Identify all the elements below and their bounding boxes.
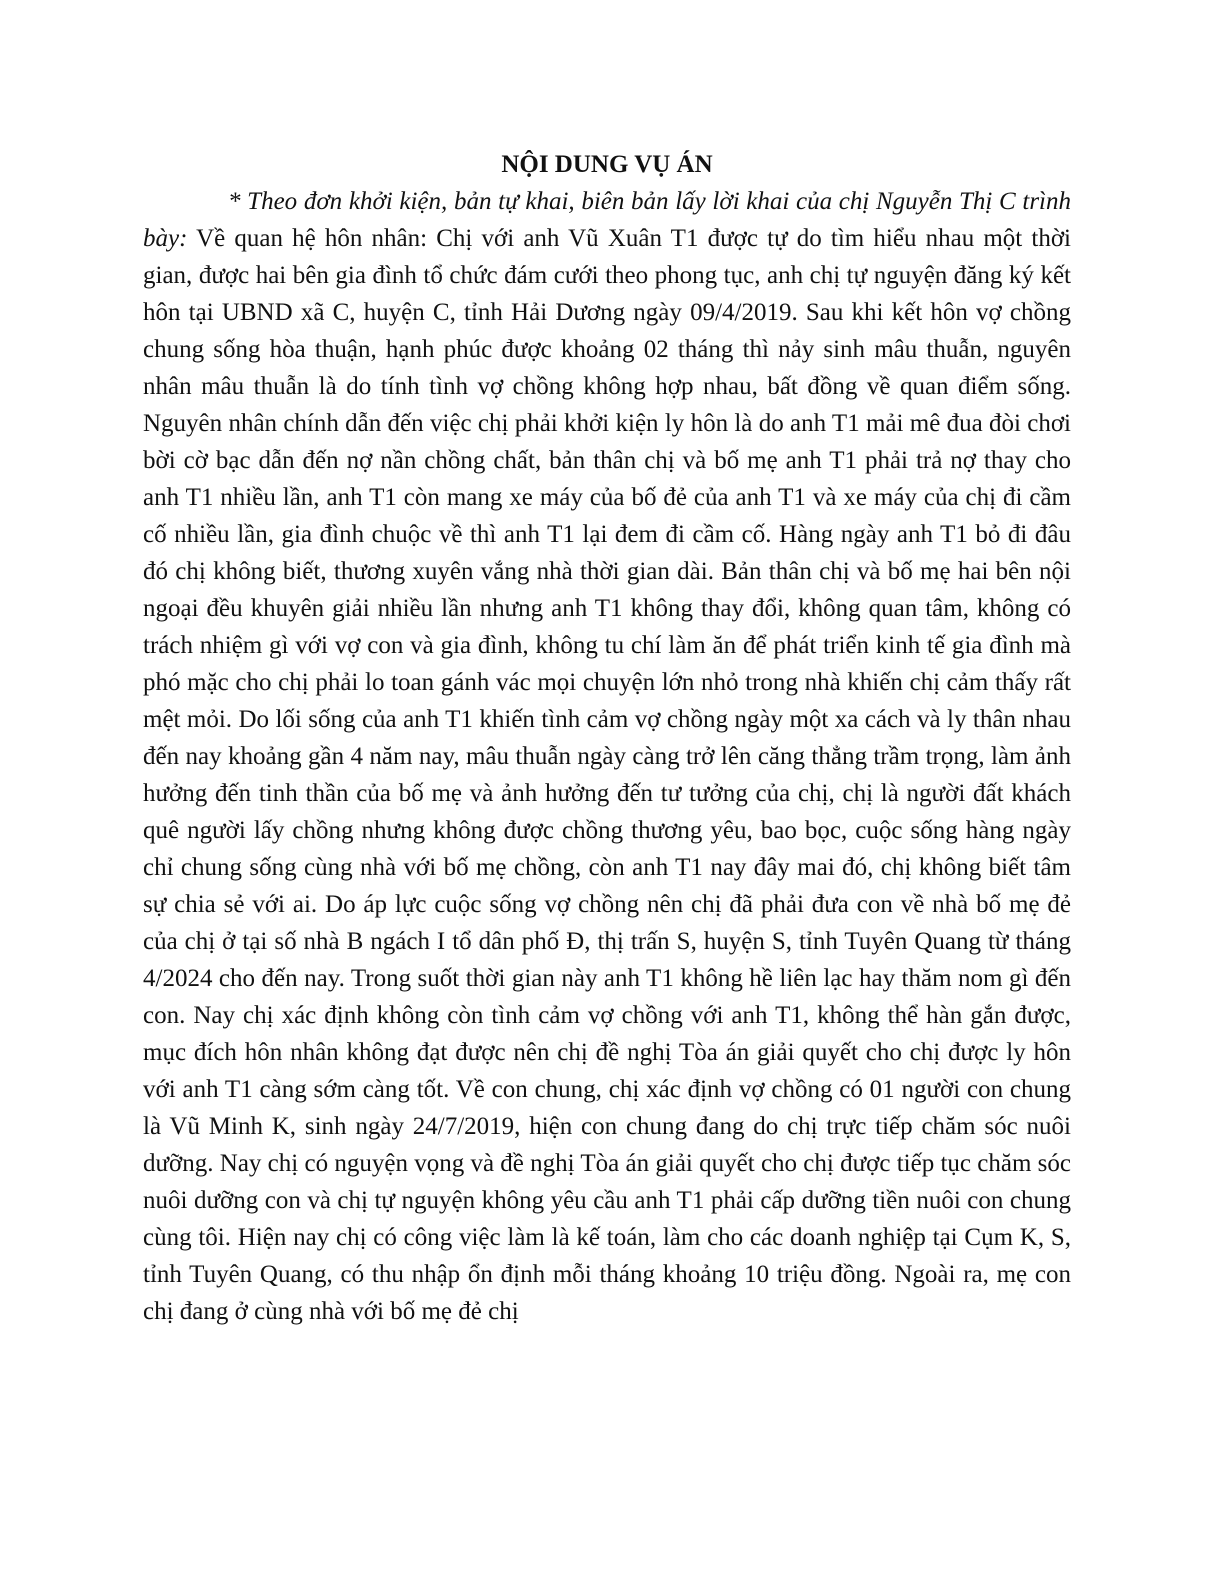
document-title: NỘI DUNG VỤ ÁN (501, 151, 713, 178)
document-page (143, 146, 1071, 1330)
body-text: Về quan hệ hôn nhân: Chị với anh Vũ Xuân T1 được tự do tìm hiểu nhau một thời gian, được hai bên gia đình tổ chức đám cưới theo phong tục, anh chị tự nguyện đăng ký kết hôn tại UBND xã C, huyện C, tỉnh Hải Dương ngày 09/4/2019. Sau khi kết hôn vợ chồng chung sống hòa thuận, hạnh phúc được khoảng 02 tháng thì nảy sinh mâu thuẫn, nguyên nhân mâu thuẫn là do tính tình vợ chồng không hợp nhau, bất đồng về quan điểm sống. Nguyên nhân chính dẫn đến việc chị phải khởi kiện ly hôn là do anh T1 mải mê đua đòi chơi bời cờ bạc dẫn đến nợ nần chồng chất, bản thân chị và bố mẹ anh T1 phải trả nợ thay cho anh T1 nhiều lần, anh T1 còn mang xe máy của bố đẻ của anh T1 và xe máy của chị đi cầm cố nhiều lần, gia đình chuộc về thì anh T1 lại đem đi cầm cố. Hàng ngày anh T1 bỏ đi đâu đó chị không biết, thương xuyên vắng nhà thời gian dài. Bản thân chị và bố mẹ hai bên nội ngoại đều khuyên giải nhiều lần nhưng anh T1 không thay đổi, không quan tâm, không có trách nhiệm gì với vợ con và gia đình, không tu chí làm ăn để phát triển kinh tế gia đình mà phó mặc cho chị phải lo toan gánh vác mọi chuyện lớn nhỏ trong nhà khiến chị cảm thấy rất mệt mỏi. Do lối sống của anh T1 khiến tình cảm vợ chồng ngày một xa cách và ly thân nhau đến nay khoảng gần 4 năm nay, mâu thuẫn ngày càng trở lên căng thẳng trầm trọng, làm ảnh hưởng đến tinh thần của bố mẹ và ảnh hưởng đến tư tưởng của chị, chị là người đất khách quê người lấy chồng nhưng không được chồng thương yêu, bao bọc, cuộc sống hàng ngày chỉ chung sống cùng nhà với bố mẹ chồng, còn anh T1 nay đây mai đó, chị không biết tâm sự chia sẻ với ai. Do áp lực cuộc sống vợ chồng nên chị đã phải đưa con về nhà bố mẹ đẻ của chị ở tại số nhà B ngách I tổ dân phố Đ, thị trấn S, huyện S, tỉnh Tuyên Quang từ tháng 4/2024 cho đến nay. Trong suốt thời gian này anh T1 không hề liên lạc hay thăm nom gì đến con. Nay chị xác định không còn tình cảm vợ chồng với anh T1, không thể hàn gắn được, mục đích hôn nhân không đạt được nên chị đề nghị Tòa án giải quyết cho chị được ly hôn với anh T1 càng sớm càng tốt. Về con chung, chị xác định vợ chồng có 01 người con chung là Vũ Minh K, sinh ngày 24/7/2019, hiện con chung đang do chị trực tiếp chăm sóc nuôi dưỡng. Nay chị có nguyện vọng và đề nghị Tòa án giải quyết cho chị được tiếp tục chăm sóc nuôi dưỡng con và chị tự nguyện không yêu cầu anh T1 phải cấp dưỡng tiền nuôi con chung cùng tôi. Hiện nay chị có công việc làm là kế toán, làm cho các doanh nghiệp tại Cụm K, S, tỉnh Tuyên Quang, có thu nhập ổn định mỗi tháng khoảng 10 triệu đồng. Ngoài ra, mẹ con chị đang ở cùng nhà với bố mẹ đẻ chị (143, 225, 1071, 1325)
body-paragraph (143, 183, 1071, 1330)
lead-italic-text: * Theo đơn khởi kiện, bản tự khai, biên bản lấy lời khai của chị Nguyễn Thị C trình bày: (143, 188, 1071, 252)
